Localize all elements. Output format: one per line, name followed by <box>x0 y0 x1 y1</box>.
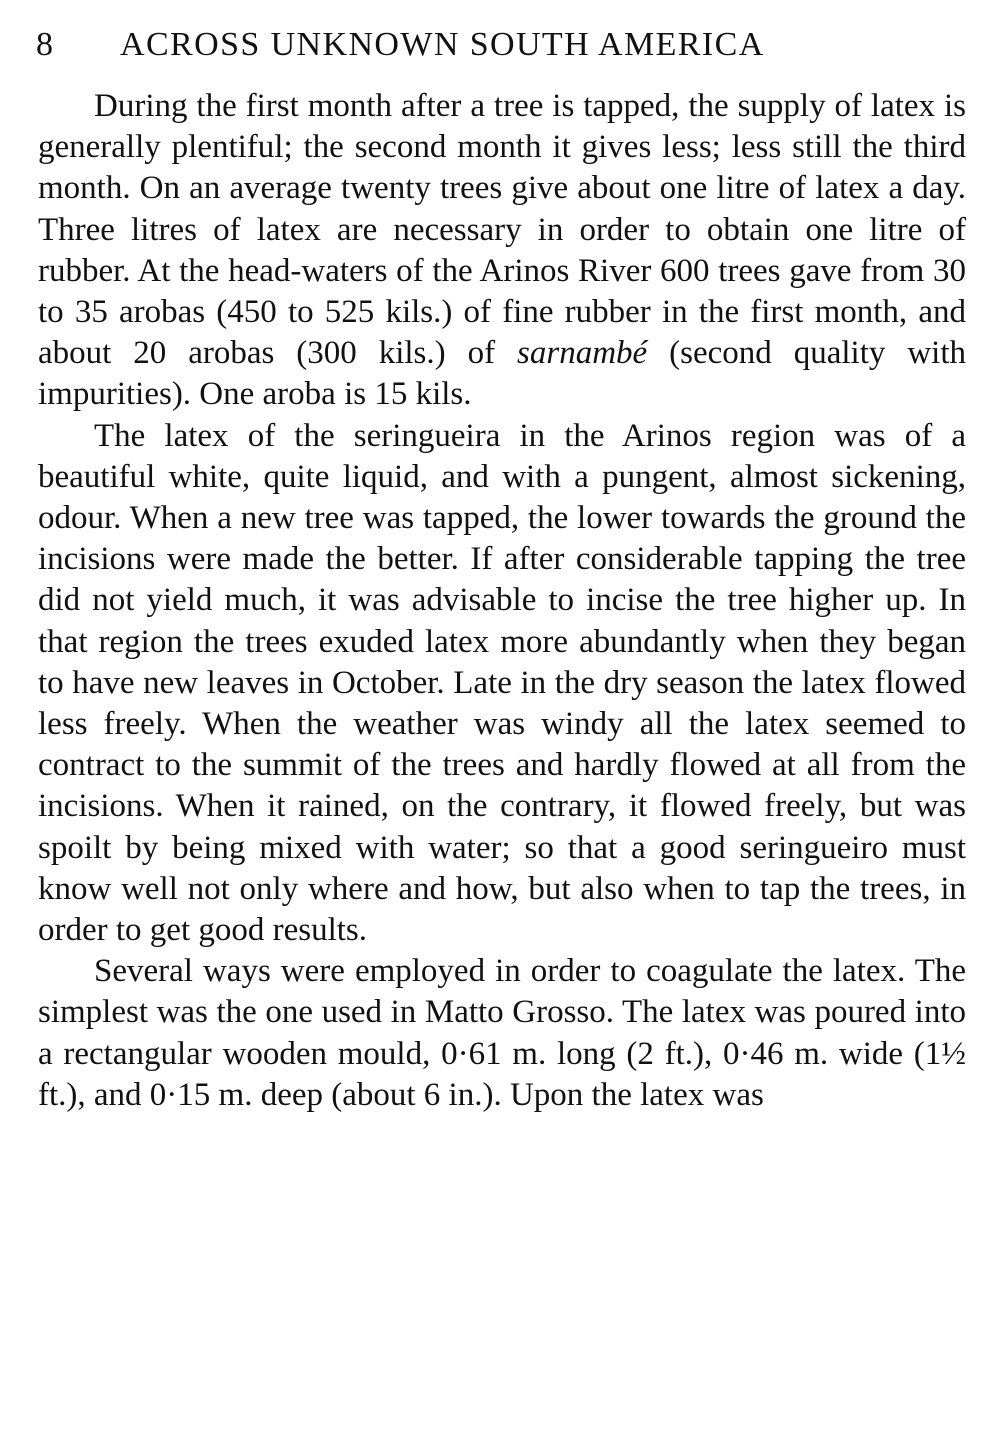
paragraph-coagulation: Several ways were employed in order to coagulate the latex. The simplest was the one used in Matto Grosso. The latex was poured into a rectangular wooden mould, 0·61 m. long (2 ft.), 0·46 m. wide (1½ ft.), and 0·15 m. deep (about 6 in.). Upon the latex was <box>38 953 966 1113</box>
paragraph-latex-qualities: The latex of the seringueira in the Arinos region was of a beautiful white, quite liquid, and with a pungent, almost sickening, odour. When a new tree was tapped, the lower towards the ground the incisions were made the better. If after considerable tapping the tree did not yield much, it was advisable to incise the tree higher up. In that region the trees exuded latex more abundantly when they began to have new leaves in October. Late in the dry season the latex flowed less freely. When the weather was windy all the latex seemed to contract to the summit of the trees and hardly flowed at all from the incisions. When it rained, on the contrary, it flowed freely, but was spoilt by being mixed with water; so that a good seringueiro must know well not only where and how, but also when to tap the trees, in order to get good results. <box>38 417 966 949</box>
page-number: 8 <box>36 26 55 63</box>
paragraph-text: During the first month after a tree is tapped, the supply of latex is generally plentiful; the second month it gives less; less still the third month. On an average twenty trees give about one litre of latex a day. Three litres of latex are necessary in order to obtain one litre of rubber. At the head-waters of the Arinos River 600 trees gave from 30 to 35 arobas (450 to 525 kils.) of fine rubber in the first month, and about 20 arobas (300 kils.) of <box>38 88 966 372</box>
italic-term: sarnambé <box>517 335 648 372</box>
body-text <box>38 86 966 1116</box>
paragraph-latex-yield <box>38 86 966 416</box>
paragraph-text: (second quality with impurities). One aroba is 15 kils. <box>38 335 966 413</box>
running-head <box>36 26 936 70</box>
book-title: ACROSS UNKNOWN SOUTH AMERICA <box>120 26 765 63</box>
